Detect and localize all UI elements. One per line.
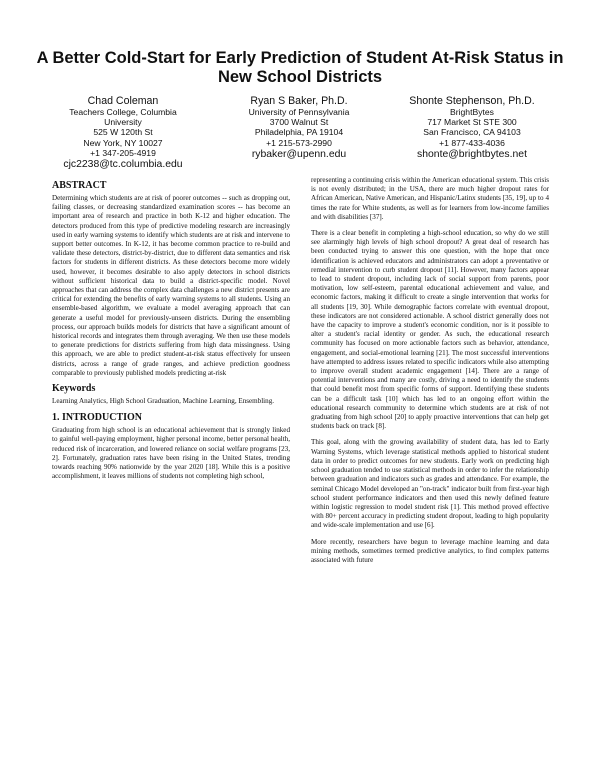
author-address: San Francisco, CA 94103 [423,127,521,138]
author-affiliation: BrightBytes [450,107,494,117]
author-name: Ryan S Baker, Ph.D. [250,95,348,107]
author-address: 3700 Walnut St [269,117,329,128]
author-phone: +1 215-573-2990 [266,137,332,148]
author-phone: +1 347-205-4919 [90,147,156,158]
author-affiliation: University of Pennsylvania [248,107,350,117]
left-column [52,180,290,481]
author-address: 717 Market St STE 300 [427,117,517,128]
author-phone: +1 877-433-4036 [439,137,505,148]
introduction-heading: 1. INTRODUCTION [52,412,143,424]
keywords-heading: Keywords [52,383,96,395]
author-address: Philadelphia, PA 19104 [254,127,344,138]
body-paragraph: More recently, researchers have begun to leverage machine learning and data mining methods, sometimes termed predictive analytics, to find complex patterns associated with future [311,537,549,564]
author-address: 525 W 120th St [93,127,153,138]
abstract-heading: ABSTRACT [52,180,107,191]
author-email: cjc2238@tc.columbia.edu [63,159,183,171]
author-block-coleman [48,95,198,171]
body-paragraph: There is a clear benefit in completing a high-school education, so why do we still see alarmingly high levels of high school dropout? A great deal of research has been conducted trying to answer this one question, with the hope that once identification is achieved educators and administrators can adopt a preventative or remedial intervention to curb student dropout [11]. However, many factors appear to lead to student dropout, including lack of social support from parents, poor motivation, low self-esteem, parental educational achievement and value, and economic factors, making it difficult to create a single intervention that works for all students [19, 30]. While demographic factors correlate with eventual dropout, these indicators are not considered actionable. A school district generally does not have the capacity to improve a student's economic condition, nor is it possible to alter a student's racial identity or gender. As such, the educational research community has focused on more actionable factors such as behavior, attendance, engagement, and social-emotional learning [21]. The most successful interventions have attempted to address issues related to specific indicators while also attempting to improve overall student academic engagement [14]. There are a range of potential interventions and many are costly, driving a need to identify the students that could benefit most from specific forms of support. Identifying these students can be a difficult task [10] which has led to an ongoing effort within the educational research community to determine which students are at risk of not graduating from high school [20] to apply proactive interventions that can help get students back on track [8]. [311,229,549,431]
abstract-text: Determining which students are at risk of poorer outcomes -- such as dropping out, failing classes, or decreasing standardized examination scores -- has become an important area of research and practice in both K-12 and higher education. The detectors produced from this type of predictive modeling research are increasingly used in early warning systems to identify which students are at risk and intervene to support better outcomes. In K-12, it has become common practice to re-build and validate these detectors, district-by-district, due to different data semantics and risk factors for students in different districts. As these detectors become more widely used, however, it becomes desirable to also apply detectors in school districts without sufficient historical data to build a district-specific model. Novel approaches that can address the complex data challenges a new district presents are critical for extending the benefits of early warning systems to all students. Using an ensemble-based algorithm, we evaluate a model averaging approach that can generate a useful model for previously-unseen districts. During the ensembling process, our approach builds models for districts that have a significant amount of historical records and integrates them through averaging. We then use these models to generate predictions for districts suffering from high data missingness. Using this approach, we are able to predict student-at-risk status effectively for unseen districts, across a range of grade ranges, and achieve prediction goodness comparable to previously published models predicting at-risk [52,194,290,377]
keywords-text: Learning Analytics, High School Graduation, Machine Learning, Ensembling. [52,397,275,406]
author-block-baker [224,95,374,161]
body-paragraph: representing a continuing crisis within the American educational system. This crisis is not evenly distributed; in the USA, there are much higher dropout rates for African American, Native American, and Hispanic/Latinx students [35, 19], up to 4 times the rate for White students, as well as for learners from low-income families and with disabilities [37]. [311,176,549,221]
author-affiliation: University [104,117,142,128]
author-affiliation: Teachers College, Columbia [69,107,177,117]
author-email: shonte@brightbytes.net [417,148,527,160]
author-name: Shonte Stephenson, Ph.D. [409,95,535,107]
paper-title: A Better Cold-Start for Early Prediction of Student At-Risk Status in New School Districts [36,49,564,86]
author-name: Chad Coleman [87,95,159,107]
author-address: New York, NY 10027 [83,137,163,148]
author-block-stephenson [390,95,554,161]
right-column [311,176,549,565]
introduction-paragraph: Graduating from high school is an educational achievement that is strongly linked to gainful well-paying employment, higher personal income, better personal health, reduced risk of incarceration, and lowered reliance on social welfare programs [23, 2]. Fortunately, graduation rates have been rising in the United States, trending towards reaching 90% nationwide by the year 2020 [18]. While this is a positive accomplishment, it leaves millions of students not completing high school, [52,426,290,481]
author-email: rybaker@upenn.edu [251,148,347,160]
body-paragraph: This goal, along with the growing availability of student data, has led to Early Warning Systems, which leverage statistical methods applied to historical student data in order to predict outcomes for new students. Early work on predicting high school graduation tended to use statistical methods in order to infer the relationship between graduation and indicators such as grades and attendance. For example, the seminal Chicago Model developed an "on-track" indicator built from first-year high school student performance indicators and then used this newly defined feature within logistic regression to model student risk [1]. This method proved effective with 80+ percent accuracy in predicting student dropout, leading to high popularity and wide-scale implementation and use [6]. [311,438,549,530]
